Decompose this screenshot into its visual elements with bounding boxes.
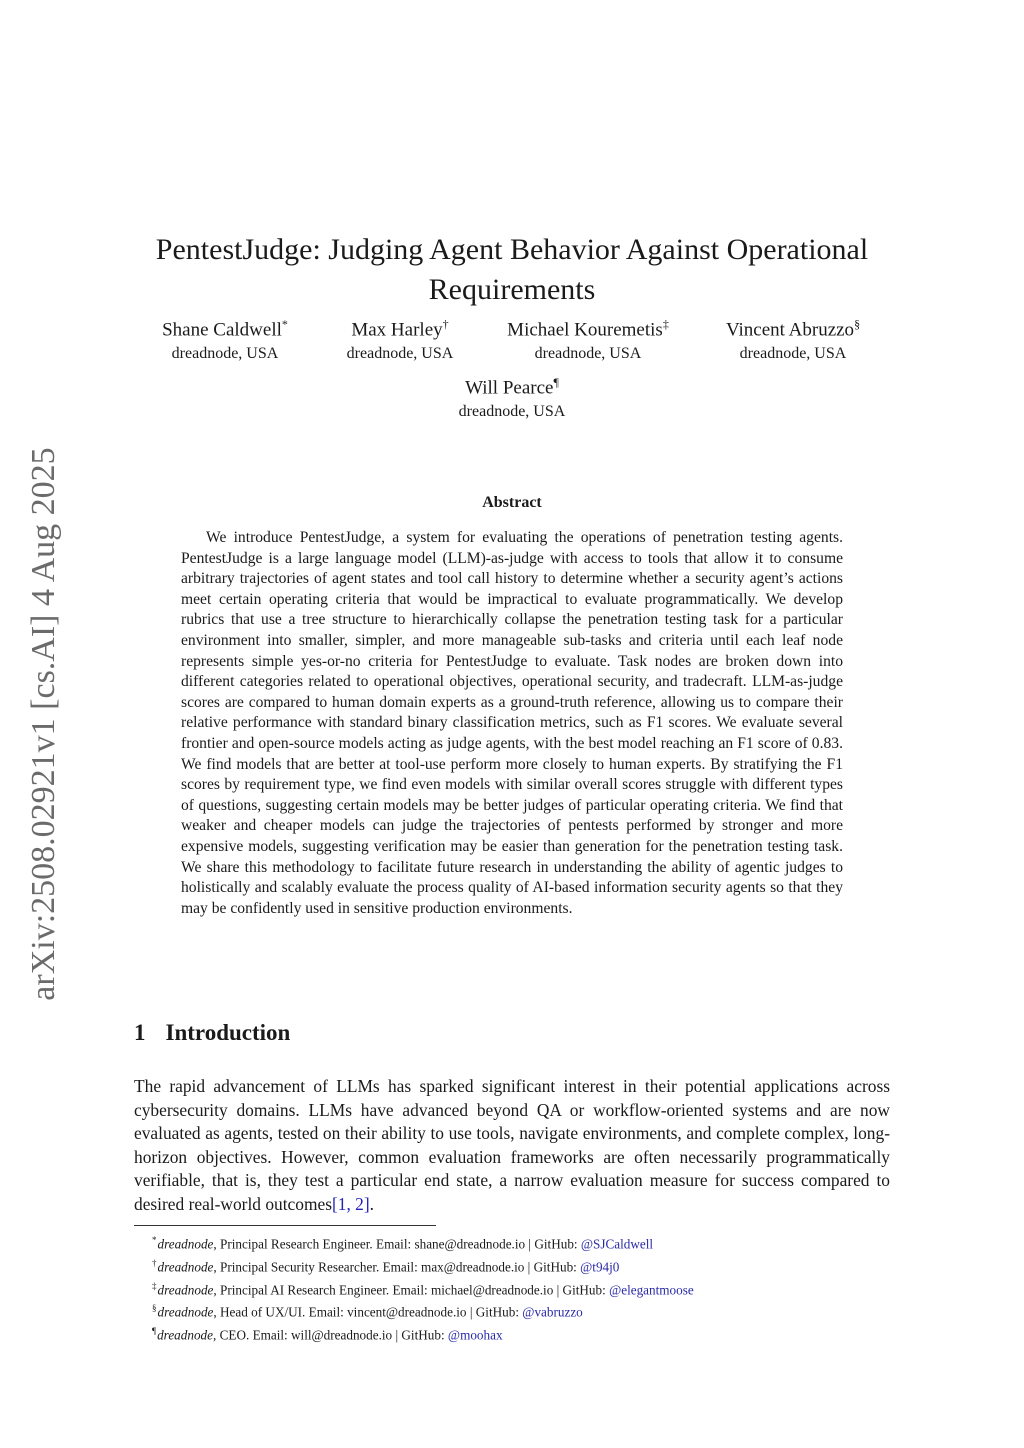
citation-link[interactable]: [1, 2] [332,1193,370,1214]
footnote-mark: * [152,1235,157,1245]
author-mark: * [281,317,288,331]
author-affiliation: dreadnode, USA [534,345,642,363]
footnote-text: , Principal AI Research Engineer. Email: michael@dreadnode.io | GitHub: [213,1281,610,1297]
footnotes [152,1231,912,1345]
section-number: 1 [134,1020,146,1045]
author-block [320,312,480,366]
footnote-text: , CEO. Email: will@dreadnode.io | GitHub: [213,1327,448,1343]
intro-end: . [369,1193,375,1214]
footnote-org: dreadnode [157,1327,213,1343]
github-link[interactable]: @elegantmoose [609,1281,694,1297]
footnote-mark: ‡ [152,1280,157,1291]
github-link[interactable]: @moohax [447,1327,503,1343]
author-mark: ¶ [553,375,559,389]
footnote-text: , Head of UX/UI. Email: vincent@dreadnode.io | GitHub: [213,1304,523,1320]
github-link[interactable]: @SJCaldwell [580,1236,654,1252]
author-mark: † [442,317,449,331]
author-name: Michael Kouremetis [507,319,663,341]
author-affiliation: dreadnode, USA [346,345,454,363]
footnote [152,1254,912,1277]
paper-title: PentestJudge: Judging Agent Behavior Against Operational Requirements [155,233,869,307]
author-name: Shane Caldwell [162,319,282,341]
footnote [152,1299,912,1322]
github-link[interactable]: @t94j0 [580,1259,620,1275]
author-block [145,312,305,366]
author-block [708,312,878,366]
section-title: Introduction [165,1020,291,1045]
intro-paragraph [134,1075,890,1217]
author-block [488,312,688,366]
abstract-text: We introduce PentestJudge, a system for evaluating the operations of penetration testing agents. PentestJudge is a large language model (LLM)-as-judge with access to tools that allow it to consume arbitrary trajectories of agent states and tool call history to determine whether a security agent’s actions meet certain operating criteria that would be impractical to evaluate programmatically. We develop rubrics that use a tree structure to hierarchically collapse the penetration testing task for a particular environment into smaller, simpler, and more manageable sub-tasks and criteria until each leaf node represents simple yes-or-no criteria for PentestJudge to evaluate. Task nodes are broken down into different categories related to operational objectives, operational security, and tradecraft. LLM-as-judge scores are compared to human domain experts as a ground-truth reference, allowing us to compare their relative performance with standard binary classification metrics, such as F1 scores. We evaluate several frontier and open-source models acting as judge agents, with the best model reaching an F1 score of 0.83. We find models that are better at tool-use perform more closely to human experts. By stratifying the F1 scores by requirement type, we find even models with similar overall scores struggle with different types of questions, suggesting certain models may be better judges of particular operating criteria. We find that weaker and cheaper models can judge the trajectories of pentests performed by stronger and more expensive models, suggesting verification may be easier than generation for the penetration testing task. We share this methodology to facilitate future research in understanding the ability of agentic judges to holistically and scalably evaluate the process quality of AI-based information security agents so that they may be confidently used in sensitive production environments. [181,529,843,917]
github-link[interactable]: @vabruzzo [522,1304,583,1320]
author-name: Will Pearce [465,377,554,399]
author-name: Vincent Abruzzo [725,319,855,341]
footnote-mark: † [152,1257,157,1268]
author-block [432,370,592,424]
intro-text: The rapid advancement of LLMs has sparked significant interest in their potential applications across cybersecurity domains. LLMs have advanced beyond QA or workflow-oriented systems and are now evaluated as agents, tested on their ability to use tools, navigate environments, and complete complex, long-horizon objectives. However, common evaluation frameworks are often necessarily programmatically verifiable, that is, they test a particular end state, a narrow evaluation measure for success compared to desired real-world outcomes [134,1076,890,1214]
footnote-rule [134,1225,436,1226]
footnote-org: dreadnode [157,1259,214,1275]
footnote-mark: ¶ [152,1326,157,1337]
author-mark: § [854,317,861,331]
footnote [152,1277,912,1300]
footnote-org: dreadnode [157,1281,214,1297]
author-name: Max Harley [351,319,443,341]
author-affiliation: dreadnode, USA [458,403,566,421]
footnote-org: dreadnode [157,1236,214,1252]
arxiv-identifier: arXiv:2508.02921v1 [cs.AI] 4 Aug 2025 [25,447,62,1001]
footnote-org: dreadnode [157,1304,214,1320]
footnote [152,1231,912,1254]
abstract-heading: Abstract [482,494,542,511]
footnote-mark: § [152,1303,157,1314]
footnote-text: , Principal Security Researcher. Email: max@dreadnode.io | GitHub: [213,1259,581,1275]
author-affiliation: dreadnode, USA [171,345,279,363]
footnote [152,1322,912,1345]
footnote-text: , Principal Research Engineer. Email: shane@dreadnode.io | GitHub: [213,1236,581,1252]
author-affiliation: dreadnode, USA [739,345,847,363]
section-heading [134,1020,290,1046]
author-mark: ‡ [662,317,669,331]
